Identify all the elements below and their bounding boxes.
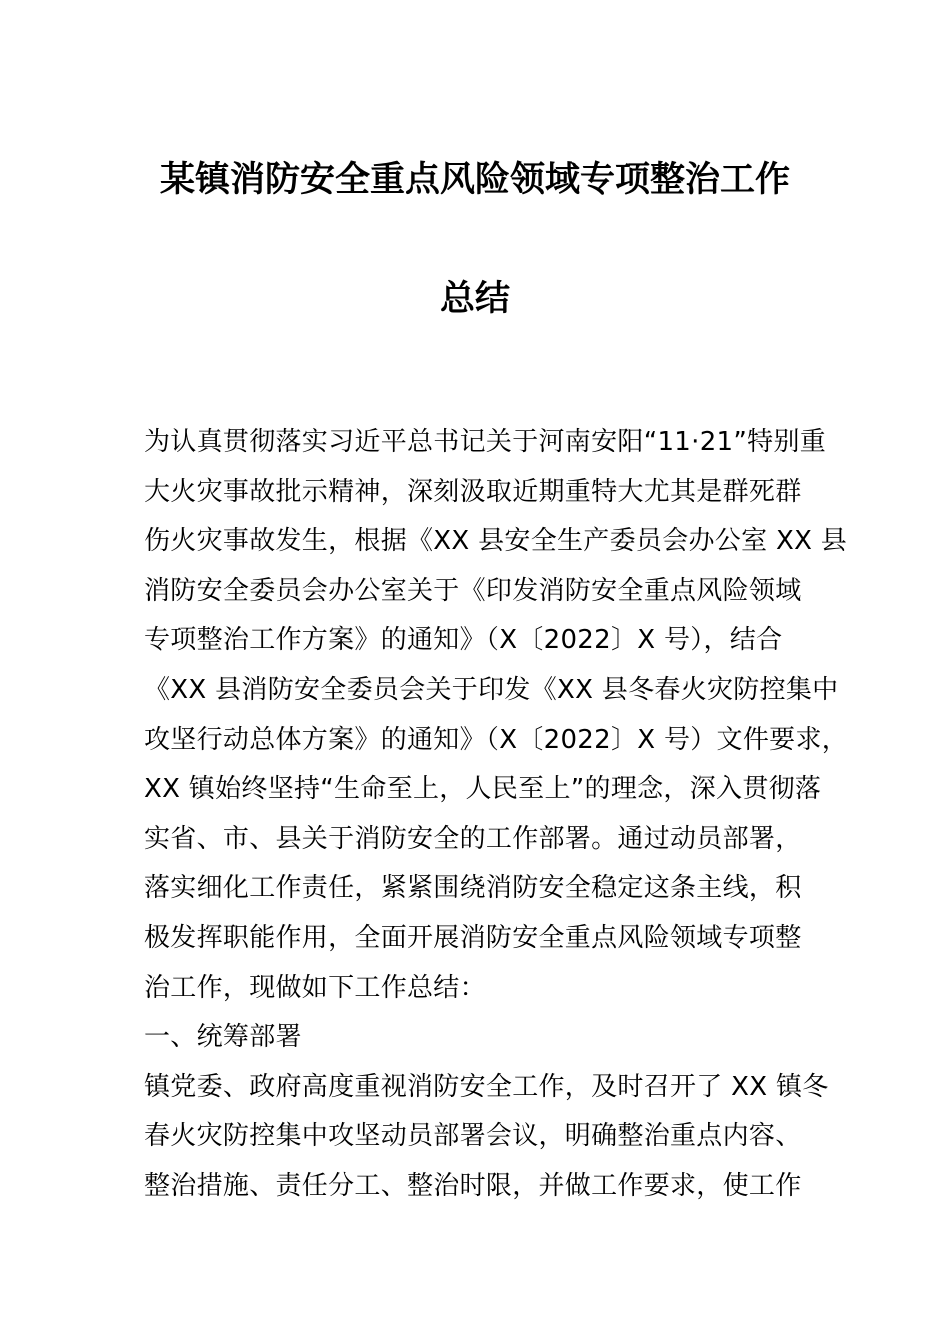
body-line: 实省、市、县关于消防安全的工作部署。通过动员部署，	[144, 823, 802, 854]
body-line: 整治措施、责任分工、整治时限，并做工作要求，使工作	[144, 1170, 802, 1201]
body-line: 攻坚行动总体方案》的通知》（X〔2022〕X 号）文件要求，	[144, 724, 849, 755]
document-title-line-2: 总结	[439, 279, 510, 319]
body-line: 镇党委、政府高度重视消防安全工作，及时召开了 XX 镇冬	[144, 1071, 829, 1102]
body-line: 伤火灾事故发生，根据《XX 县安全生产委员会办公室 XX 县	[144, 526, 848, 557]
body-line: 落实细化工作责任，紧紧围绕消防安全稳定这条主线，积	[144, 873, 802, 904]
body-line: 《XX 县消防安全委员会关于印发《XX 县冬春火灾防控集中	[144, 674, 839, 705]
body-line: 为认真贯彻落实习近平总书记关于河南安阳“11·21”特别重	[144, 427, 827, 457]
body-line: 治工作，现做如下工作总结：	[144, 972, 486, 1003]
body-line: 极发挥职能作用，全面开展消防安全重点风险领域专项整	[144, 922, 802, 953]
body-line: 春火灾防控集中攻坚动员部署会议，明确整治重点内容、	[144, 1121, 802, 1152]
body-line: XX 镇始终坚持“生命至上，人民至上”的理念，深入贯彻落	[144, 774, 822, 805]
body-line: 专项整治工作方案》的通知》（X〔2022〕X 号），结合	[144, 625, 783, 656]
document-body	[144, 418, 849, 1212]
section-heading: 一、统筹部署	[144, 1022, 302, 1053]
document-title-line-1: 某镇消防安全重点风险领域专项整治工作	[159, 160, 790, 200]
body-line: 大火灾事故批示精神，深刻汲取近期重特大尤其是群死群	[144, 476, 802, 507]
body-line: 消防安全委员会办公室关于《印发消防安全重点风险领域	[144, 575, 802, 606]
